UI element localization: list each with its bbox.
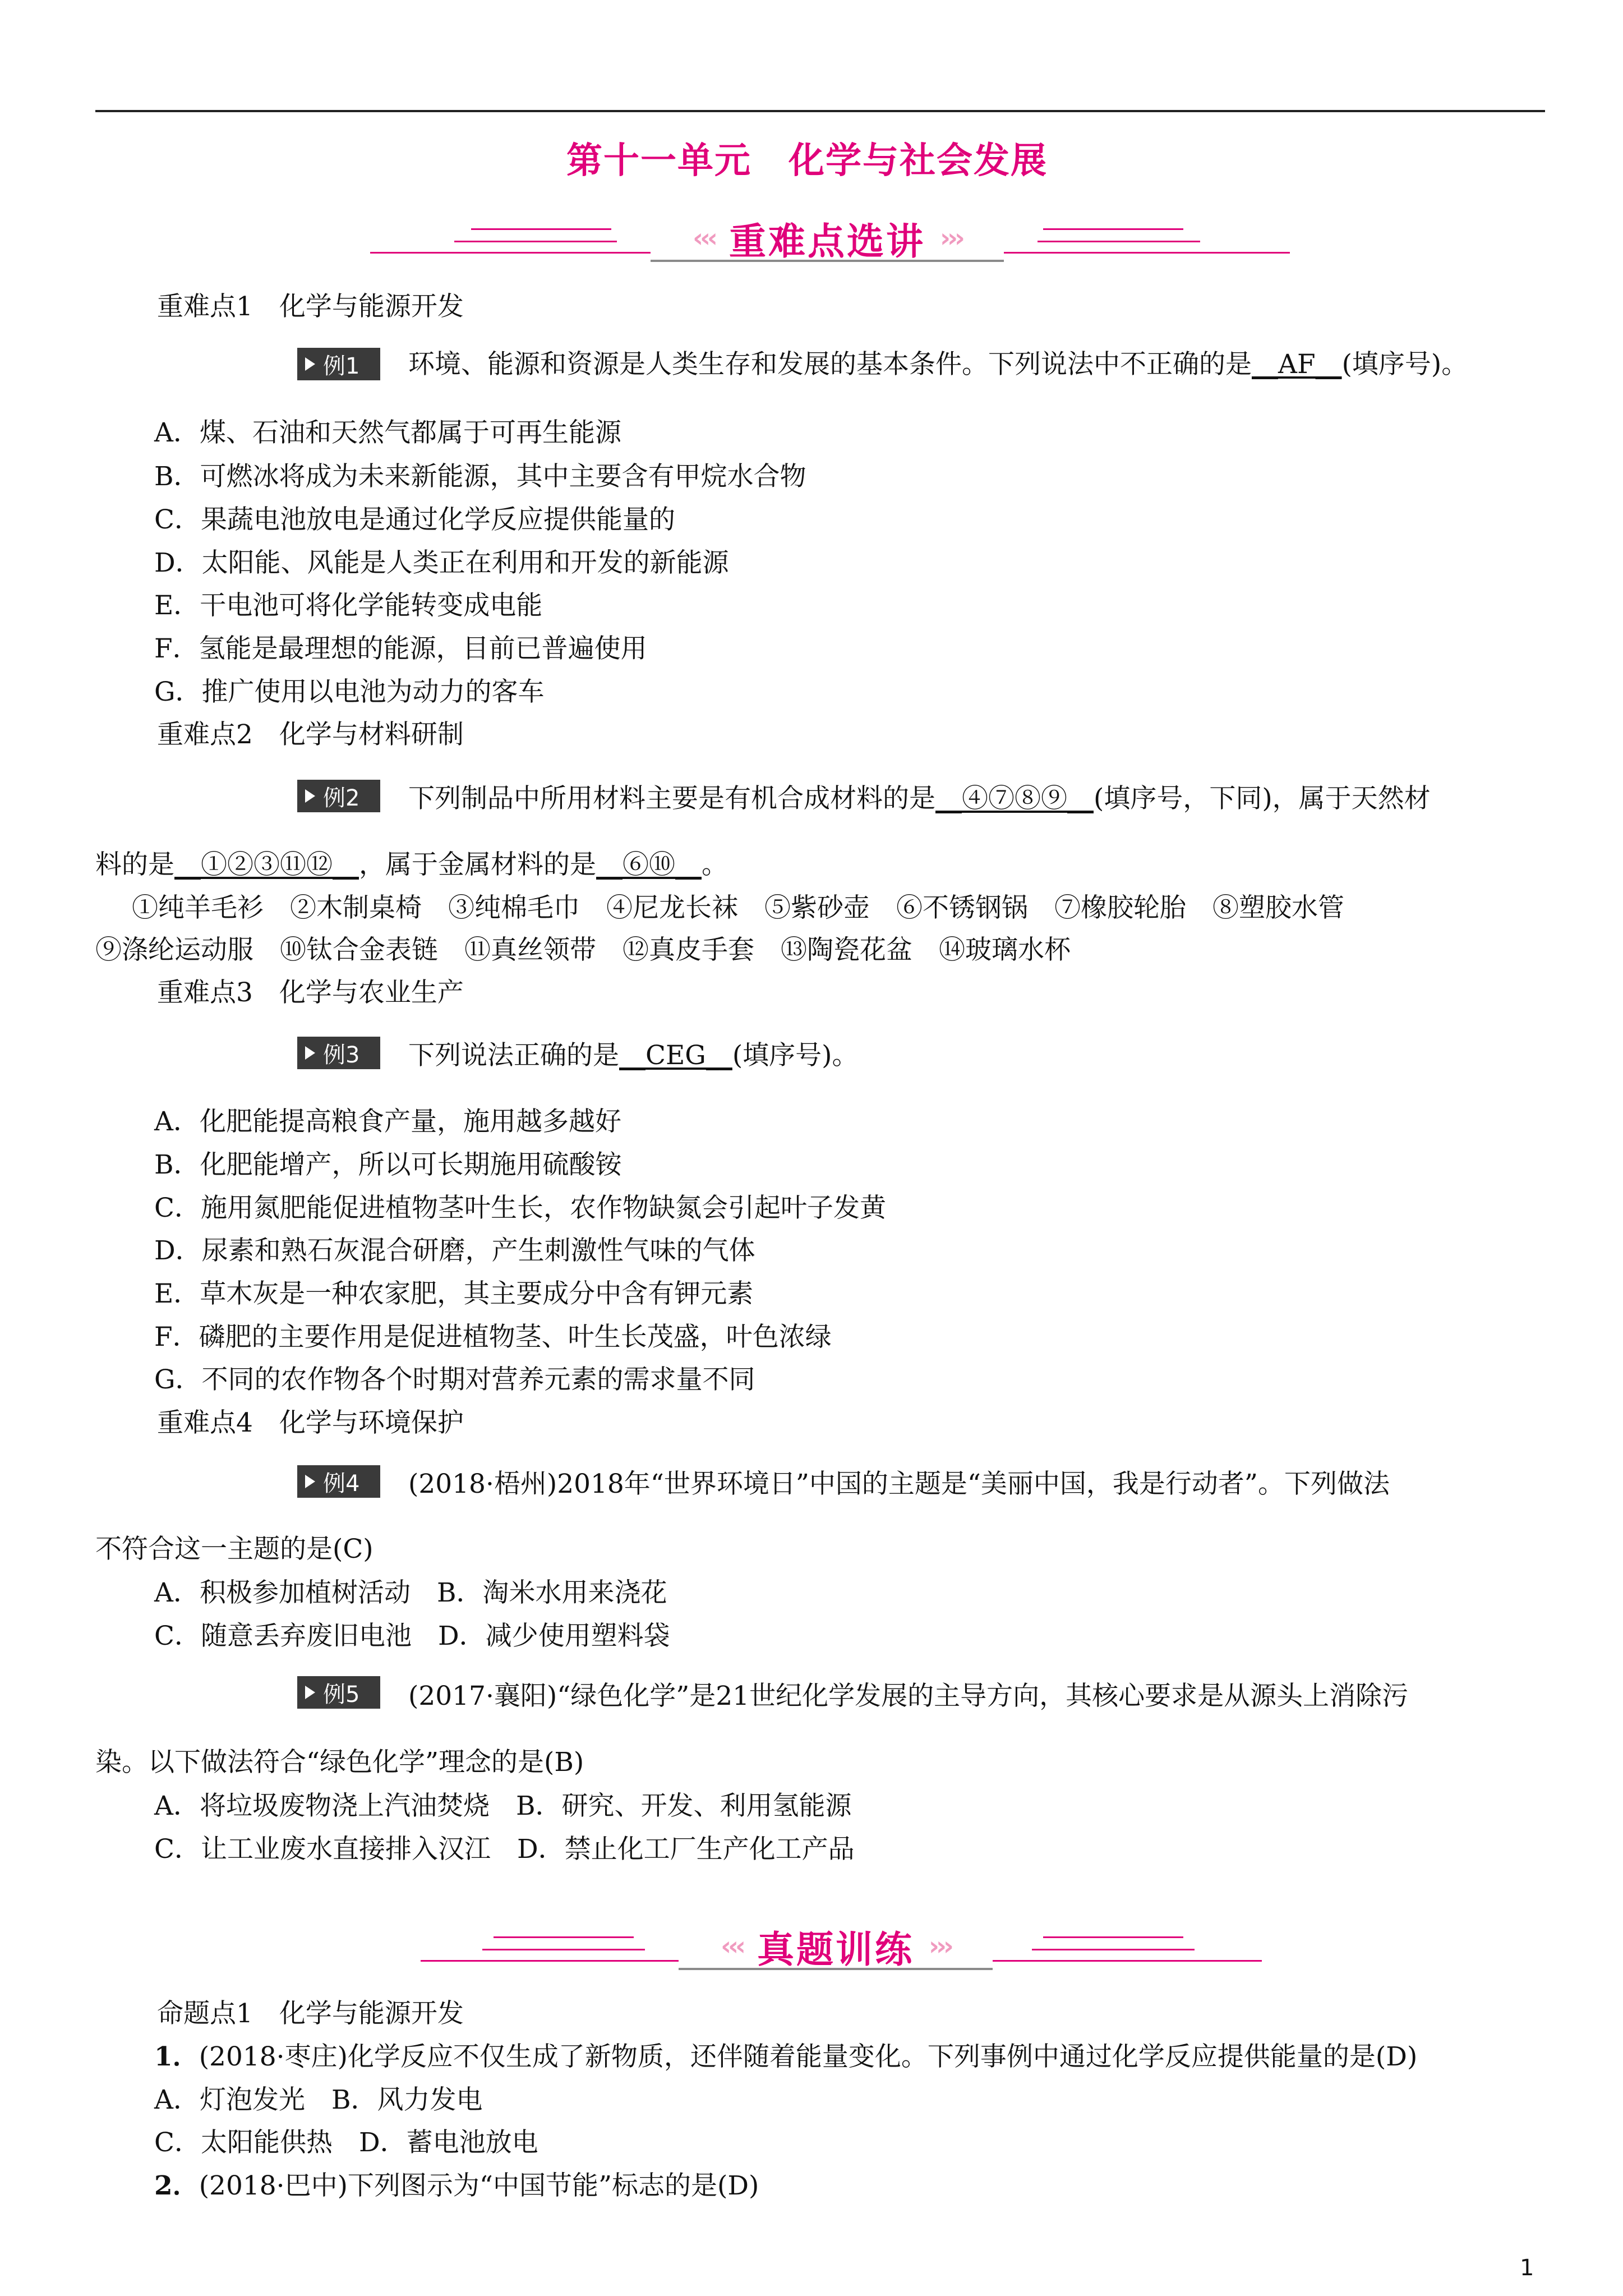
page-number: 1 (1520, 2255, 1534, 2281)
option: G．推广使用以电池为动力的客车 (154, 677, 545, 707)
section-heading-2: 重难点2 化学与材料研制 (157, 719, 464, 750)
option: D．太阳能、风能是人类正在利用和开发的新能源 (154, 547, 729, 578)
question-5-line-1: (2017·襄阳)“绿色化学”是21世纪化学发展的主导方向，其核心要求是从源头上消除污 (408, 1681, 1409, 1711)
option: D．尿素和熟石灰混合研磨，产生刺激性气味的气体 (154, 1235, 755, 1266)
section-banner-key-points (370, 216, 1290, 266)
question-4-line-2: 不符合这一主题的是(C) (95, 1534, 374, 1565)
option: G．不同的农作物各个时期对营养元素的需求量不同 (154, 1364, 755, 1395)
chevrons-right-icon: ››› (940, 223, 962, 253)
question-2-line-2: 料的是__①②③⑪⑫__，属于金属材料的是__⑥⑩__。 (95, 849, 728, 880)
chevrons-left-icon: ‹‹‹ (721, 1931, 743, 1961)
option: E．干电池可将化学能转变成电能 (154, 590, 543, 621)
item-list-line-2: ⑨涤纶运动服 ⑩钛合金表链 ⑪真丝领带 ⑫真皮手套 ⑬陶瓷花盆 ⑭玻璃水杯 (95, 935, 1071, 965)
answer-blank: __AF__ (1252, 349, 1342, 380)
section-heading-1: 重难点1 化学与能源开发 (157, 291, 464, 322)
question-2-line-1: 下列制品中所用材料主要是有机合成材料的是__④⑦⑧⑨__(填序号，下同)，属于天然材 (408, 783, 1431, 814)
item-list-line-1: ①纯羊毛衫 ②木制桌椅 ③纯棉毛巾 ④尼龙长袜 ⑤紫砂壶 ⑥不锈钢锅 ⑦橡胶轮胎 ⑧塑胶水管 (132, 892, 1344, 923)
play-triangle-icon (305, 789, 315, 803)
example-tag-4: 例4 (297, 1465, 380, 1498)
chevrons-left-icon: ‹‹‹ (693, 223, 714, 253)
section-heading-3: 重难点3 化学与农业生产 (157, 977, 464, 1008)
answer-blank: __CEG__ (619, 1040, 732, 1071)
question-1: 环境、能源和资源是人类生存和发展的基本条件。下列说法中不正确的是__AF__(填序号)。 (408, 349, 1468, 380)
answer-blank: __①②③⑪⑫__ (174, 849, 359, 880)
question-1-real: 1．(2018·枣庄)化学反应不仅生成了新物质，还伴随着能量变化。下列事例中通过化学反应提供能量的是(D) (154, 2041, 1418, 2072)
example-tag-3: 例3 (297, 1037, 380, 1069)
question-3: 下列说法正确的是__CEG__(填序号)。 (408, 1040, 859, 1071)
answer-blank: __④⑦⑧⑨__ (935, 783, 1094, 814)
option: C．施用氮肥能促进植物茎叶生长，农作物缺氮会引起叶子发黄 (154, 1193, 886, 1223)
section-heading-5: 命题点1 化学与能源开发 (157, 1998, 464, 2029)
option-row: C．随意丢弃废旧电池 D．减少使用塑料袋 (154, 1621, 670, 1651)
example-tag-5: 例5 (297, 1676, 380, 1709)
top-rule (95, 110, 1545, 112)
option: B．化肥能增产，所以可长期施用硫酸铵 (154, 1149, 622, 1180)
option: E．草木灰是一种农家肥，其主要成分中含有钾元素 (154, 1278, 754, 1309)
option-row: A．积极参加植树活动 B．淘米水用来浇花 (154, 1577, 667, 1608)
example-tag-1: 例1 (297, 348, 380, 380)
question-5-line-2: 染。以下做法符合“绿色化学”理念的是(B) (95, 1747, 584, 1778)
section-banner-real-exams (421, 1924, 1262, 1975)
option: A．化肥能提高粮食产量，施用越多越好 (154, 1106, 621, 1137)
question-2-real: 2．(2018·巴中)下列图示为“中国节能”标志的是(D) (154, 2170, 759, 2201)
answer-blank: __⑥⑩__ (596, 849, 702, 880)
section-heading-4: 重难点4 化学与环境保护 (157, 1407, 464, 1438)
play-triangle-icon (305, 1046, 315, 1060)
option-row: C．太阳能供热 D．蓄电池放电 (154, 2127, 538, 2158)
page-title: 第十一单元 化学与社会发展 (566, 140, 1048, 182)
question-4-line-1: (2018·梧州)2018年“世界环境日”中国的主题是“美丽中国，我是行动者”。下列做法 (408, 1469, 1390, 1499)
option: B．可燃冰将成为未来新能源，其中主要含有甲烷水合物 (154, 461, 806, 492)
option-row: C．让工业废水直接排入汉江 D．禁止化工厂生产化工产品 (154, 1834, 855, 1865)
option-row: A．将垃圾废物浇上汽油焚烧 B．研究、开发、利用氢能源 (154, 1791, 852, 1821)
option: F．氢能是最理想的能源，目前已普遍使用 (154, 633, 647, 664)
play-triangle-icon (305, 1686, 315, 1699)
chevrons-right-icon: ››› (929, 1931, 951, 1961)
option: C．果蔬电池放电是通过化学反应提供能量的 (154, 504, 675, 535)
example-tag-2: 例2 (297, 780, 380, 812)
banner-label: 重难点选讲 (729, 219, 925, 263)
play-triangle-icon (305, 357, 315, 371)
option: F．磷肥的主要作用是促进植物茎、叶生长茂盛，叶色浓绿 (154, 1322, 832, 1352)
option-row: A．灯泡发光 B．风力发电 (154, 2085, 483, 2115)
banner-label: 真题训练 (757, 1927, 914, 1971)
option: A．煤、石油和天然气都属于可再生能源 (154, 417, 621, 448)
play-triangle-icon (305, 1475, 315, 1488)
